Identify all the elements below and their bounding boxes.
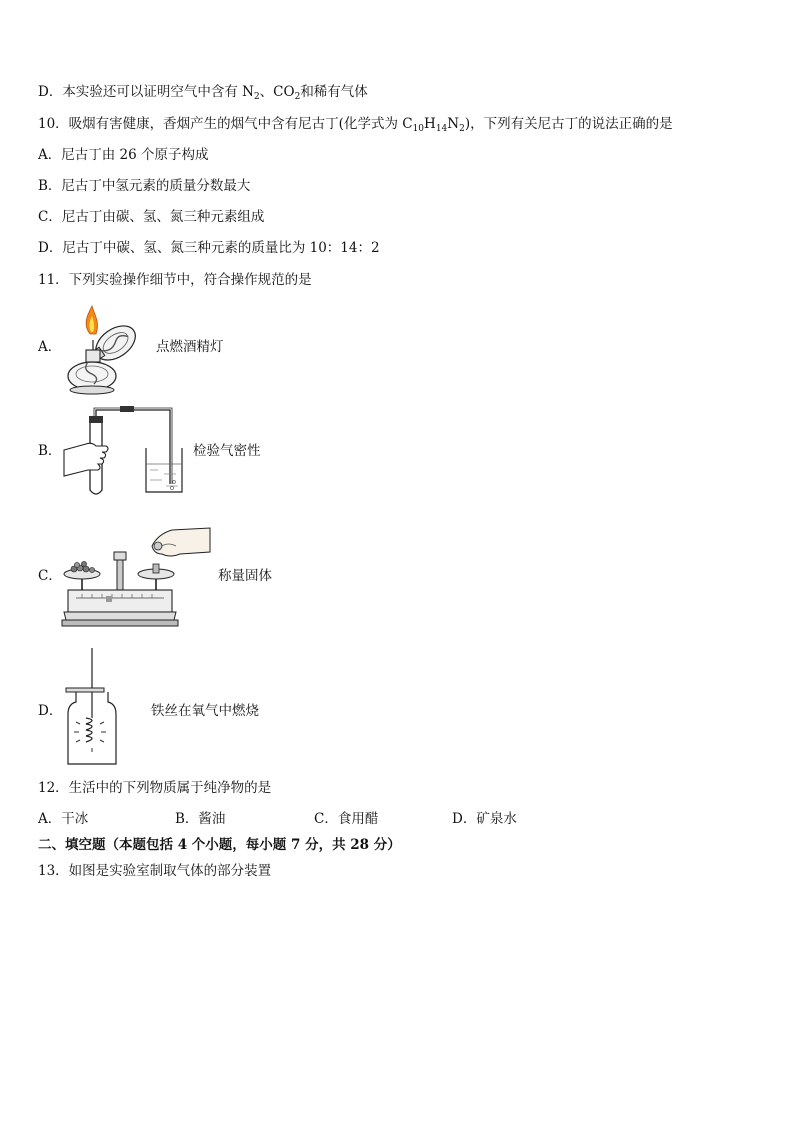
subscript: 2 <box>459 124 465 134</box>
q9-option-d <box>38 83 368 101</box>
q11-option-a-letter: A． <box>38 339 62 355</box>
iron-wire-burning-figure <box>62 648 122 770</box>
q10-stem-text: H <box>424 116 436 132</box>
q11-option-b-caption: 检验气密性 <box>193 443 261 459</box>
q12-option-b: B．酱油 <box>175 811 226 827</box>
q12-option-d: D．矿泉水 <box>452 811 517 827</box>
section-heading: 二、填空题（本题包括 4 个小题，每小题 7 分，共 28 分） <box>38 837 401 853</box>
alcohol-lamp-lighting-figure <box>62 304 152 396</box>
q10-stem-text: 10．吸烟有害健康，香烟产生的烟气中含有尼古丁(化学式为 C <box>38 116 413 132</box>
q10-stem-text: )，下列有关尼古丁的说法正确的是 <box>464 116 673 132</box>
q10-stem-text: N <box>447 116 460 132</box>
q11-option-d-caption: 铁丝在氧气中燃烧 <box>151 703 259 719</box>
q10-option-b: B．尼古丁中氢元素的质量分数最大 <box>38 178 251 194</box>
q12-option-a: A．干冰 <box>38 811 89 827</box>
q12-option-c: C．食用醋 <box>314 811 379 827</box>
q11-option-d-letter: D． <box>38 703 63 719</box>
q13-stem: 13．如图是实验室制取气体的部分装置 <box>38 863 272 879</box>
subscript: 2 <box>253 92 260 102</box>
q11-option-b-letter: B． <box>38 443 62 459</box>
subscript: 10 <box>412 124 425 134</box>
subscript: 14 <box>435 124 448 134</box>
q11-option-a-caption: 点燃酒精灯 <box>156 339 224 355</box>
q9-option-d-text: 、CO <box>259 84 295 100</box>
q10-stem <box>38 115 673 133</box>
q9-option-d-text: D．本实验还可以证明空气中含有 N <box>38 84 254 100</box>
q10-option-c: C．尼古丁由碳、氢、氮三种元素组成 <box>38 209 265 225</box>
q12-options <box>38 810 598 828</box>
q9-option-d-text: 和稀有气体 <box>300 84 368 100</box>
airtightness-check-figure <box>62 404 192 498</box>
subscript: 2 <box>294 92 301 102</box>
q10-option-a: A．尼古丁由 26 个原子构成 <box>38 147 209 163</box>
balance-weighing-figure <box>62 524 212 630</box>
q11-option-c-caption: 称量固体 <box>218 568 272 584</box>
q10-option-d: D．尼古丁中碳、氢、氮三种元素的质量比为 10：14：2 <box>38 240 380 256</box>
q11-stem: 11．下列实验操作细节中，符合操作规范的是 <box>38 272 312 288</box>
q11-option-c-letter: C． <box>38 568 62 584</box>
q12-stem: 12．生活中的下列物质属于纯净物的是 <box>38 780 272 796</box>
